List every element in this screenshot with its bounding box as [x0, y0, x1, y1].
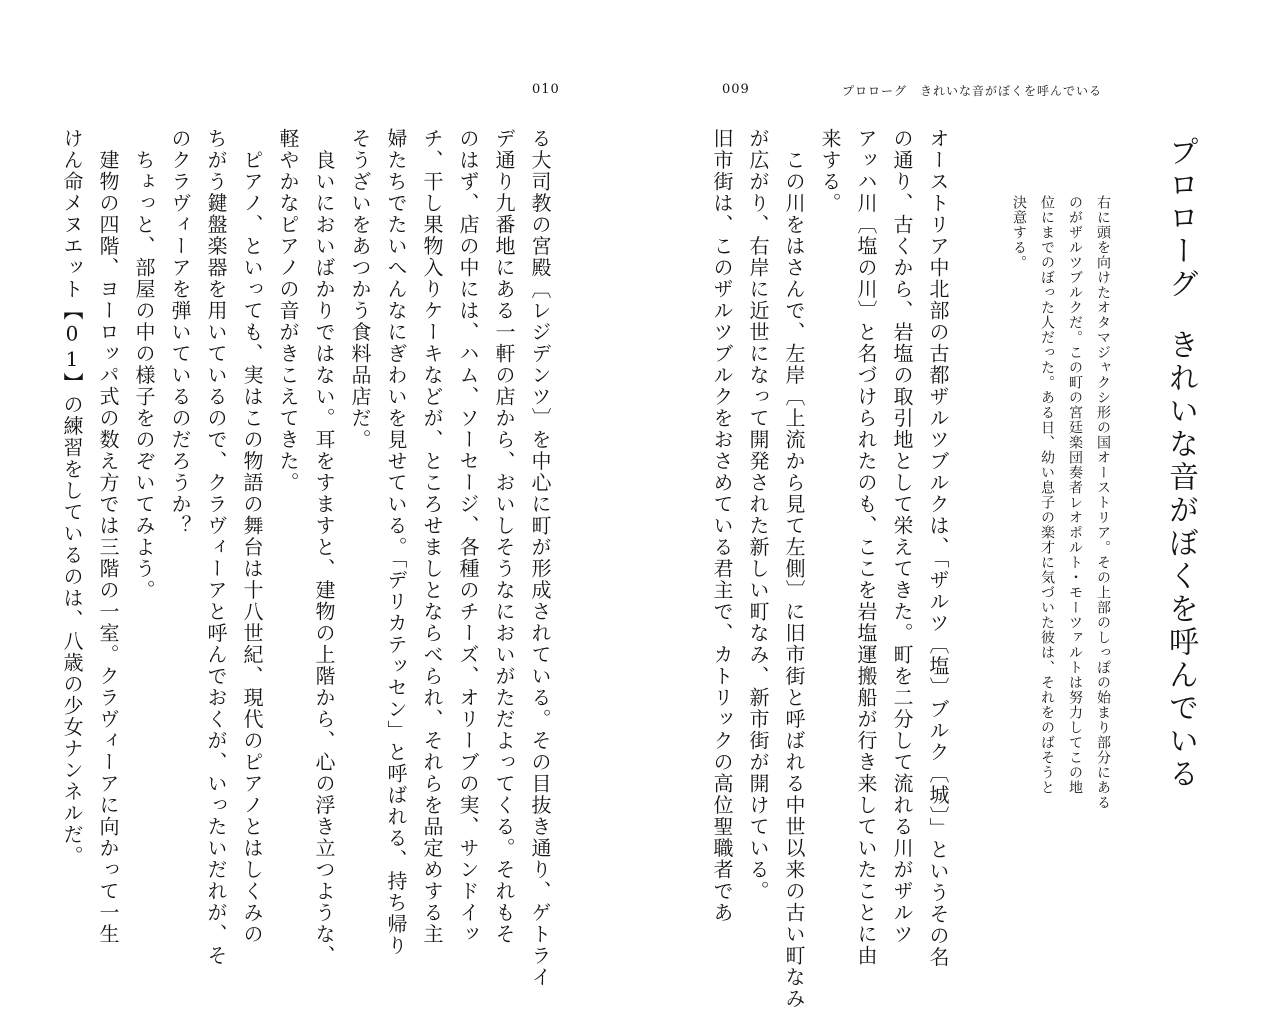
left-text-line: る大司教の宮殿〔レジデンツ〕を中心に町が形成されている。その目抜き通り、ゲトライ — [528, 128, 552, 988]
intro-text-line: 右に頭を向けたオタマジャクシ形の国オーストリア。その上部のしっぽの始まり部分にある — [1095, 195, 1111, 810]
chapter-title-part1: プロローグ — [1163, 136, 1198, 301]
intro-text-line: 位にまでのぼった人だった。ある日、幼い息子の楽才に気づいた彼は、それをのばそうと — [1039, 195, 1055, 795]
right-text-line: この川をはさんで、左岸〔上流から見て左側〕に旧市街と呼ばれる中世以来の古い町なみ — [782, 128, 806, 1010]
left-text-line: のはず、店の中には、ハム、ソーセージ、各種のチーズ、オリーブの実、サンドイッ — [456, 128, 480, 945]
intro-text-line: 決意する。 — [1011, 195, 1027, 270]
left-text-line: チ、干し果物入りケーキなどが、ところせましとならべられ、それらを品定めする主 — [420, 128, 444, 945]
right-text-line: 旧市街は、このザルツブルクをおさめている君主で、カトリックの高位聖職者であ — [710, 128, 734, 924]
chapter-title-part2: きれいな音がぼくを呼んでいる — [1163, 329, 1198, 791]
left-text-line: デ通り九番地にある一軒の店から、おいしそうなにおいがただよってくる。それもそ — [492, 128, 516, 945]
left-text-line: ピアノ、といっても、実はこの物語の舞台は十八世紀、現代のピアノとはしくみの — [240, 128, 264, 945]
left-text-line: けん命メヌエット【01】の練習をしているのは、八歳の少女ナンネルだ。 — [60, 128, 84, 867]
left-text-line: 婦たちでたいへんなにぎわいを見せている。「デリカテッセン」と呼ばれる、持ち帰り — [384, 128, 408, 957]
right-text-line: 来する。 — [818, 128, 842, 214]
right-text-line: が広がり、右岸に近世になって開発された新しい町なみ、新市街が開けている。 — [746, 128, 770, 902]
intro-text-line: のがザルツブルクだ。この町の宮廷楽団奏者レオポルト・モーツァルトは努力してこの地 — [1067, 195, 1083, 795]
right-text-line: アッハ川〔塩の川〕と名づけられたのも、ここを岩塩運搬船が行き来していたことに由 — [854, 128, 878, 967]
chapter-title — [1158, 136, 1202, 791]
left-text-line: ちょっと、部屋の中の様子をのぞいてみよう。 — [132, 128, 156, 601]
right-text-line: の通り、古くから、岩塩の取引地として栄えてきた。町を二分して流れる川がザルツ — [890, 128, 914, 945]
right-page-number: 009 — [722, 82, 750, 97]
left-text-line: ちがう鍵盤楽器を用いているので、クラヴィーアと呼んでおくが、いったいだれが、そ — [204, 128, 228, 967]
left-page-number: 010 — [532, 82, 560, 97]
left-text-line: 軽やかなピアノの音がきこえてきた。 — [276, 128, 300, 494]
left-text-line: 建物の四階、ヨーロッパ式の数え方では三階の一室。クラヴィーアに向かって一生 — [96, 128, 120, 945]
left-text-line: 良いにおいばかりではない。耳をすますと、建物の上階から、心の浮き立つような、 — [312, 128, 336, 967]
running-head: プロローグ きれいな音がぼくを呼んでいる — [842, 84, 1103, 98]
left-text-line: のクラヴィーアを弾いているのだろうか？ — [168, 128, 192, 537]
right-text-line: オーストリア中北部の古都ザルツブルクは、「ザルツ〔塩〕ブルク〔城〕」というその名 — [926, 128, 950, 968]
left-text-line: そうざいをあつかう食料品店だ。 — [348, 128, 372, 451]
